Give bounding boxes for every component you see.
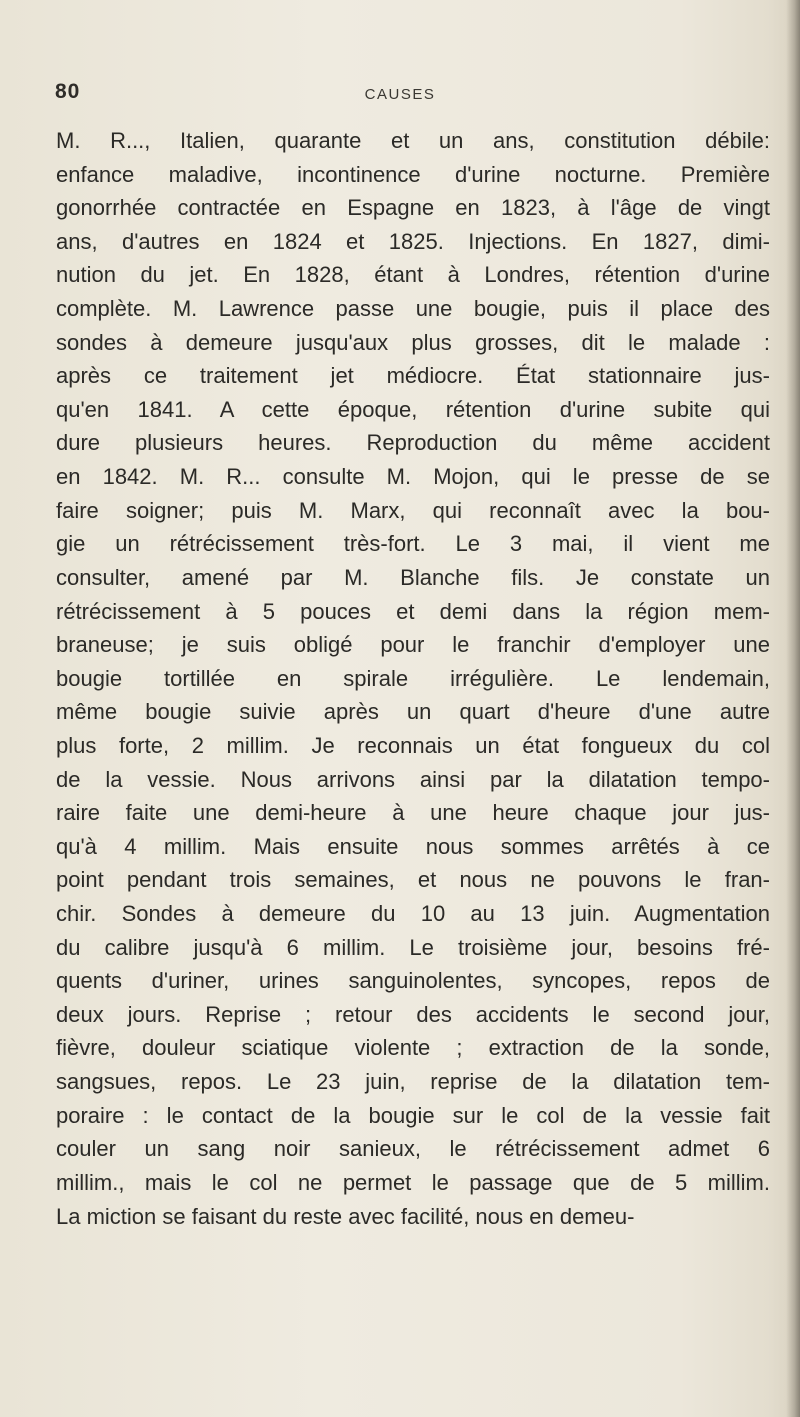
text-line: sangsues, repos. Le 23 juin, reprise de la dilatation tem- (56, 1069, 770, 1095)
text-line: fièvre, douleur sciatique violente ; extraction de la sonde, (56, 1035, 770, 1061)
text-line: de la vessie. Nous arrivons ainsi par la dilatation tempo- (56, 766, 770, 792)
body-text (56, 124, 770, 1233)
text-line: rétrécissement à 5 pouces et demi dans la région mem- (56, 598, 770, 624)
text-line: chir. Sondes à demeure du 10 au 13 juin. Augmentation (56, 901, 770, 927)
text-line: qu'à 4 millim. Mais ensuite nous sommes arrêtés à ce (56, 833, 770, 859)
text-line: nution du jet. En 1828, étant à Londres, rétention d'urine (56, 262, 770, 288)
text-line: deux jours. Reprise ; retour des accidents le second jour, (56, 1001, 770, 1027)
text-line: même bougie suivie après un quart d'heure d'une autre (56, 699, 770, 725)
page-edge-shadow (786, 0, 800, 1417)
text-line: bougie tortillée en spirale irrégulière. Le lendemain, (56, 665, 770, 691)
text-line: sondes à demeure jusqu'aux plus grosses, dit le malade : (56, 329, 770, 355)
text-line: La miction se faisant du reste avec facilité, nous en demeu- (56, 1203, 635, 1229)
text-line: braneuse; je suis obligé pour le franchir d'employer une (56, 632, 770, 658)
text-line: poraire : le contact de la bougie sur le col de la vessie fait (56, 1102, 770, 1128)
text-line: gie un rétrécissement très-fort. Le 3 mai, il vient me (56, 531, 770, 557)
text-line: gonorrhée contractée en Espagne en 1823, à l'âge de vingt (56, 195, 770, 221)
text-line: après ce traitement jet médiocre. État stationnaire jus- (56, 363, 770, 389)
text-line: dure plusieurs heures. Reproduction du même accident (56, 430, 770, 456)
running-title: CAUSES (364, 86, 436, 103)
text-line: qu'en 1841. A cette époque, rétention d'urine subite qui (56, 396, 770, 422)
page-number: 80 (55, 80, 81, 103)
text-line: quents d'uriner, urines sanguinolentes, syncopes, repos de (56, 968, 770, 994)
text-line: faire soigner; puis M. Marx, qui reconnaît avec la bou- (56, 497, 770, 523)
text-line: millim., mais le col ne permet le passage que de 5 millim. (56, 1169, 770, 1195)
text-line: du calibre jusqu'à 6 millim. Le troisième jour, besoins fré- (56, 934, 770, 960)
text-line: complète. M. Lawrence passe une bougie, puis il place des (56, 296, 770, 322)
text-line: plus forte, 2 millim. Je reconnais un état fongueux du col (56, 732, 770, 758)
text-line: M. R..., Italien, quarante et un ans, constitution débile: (56, 128, 770, 153)
text-line: consulter, amené par M. Blanche fils. Je constate un (56, 564, 770, 590)
text-line: enfance maladive, incontinence d'urine nocturne. Première (56, 161, 770, 187)
text-line: couler un sang noir sanieux, le rétrécissement admet 6 (56, 1136, 770, 1162)
text-line: ans, d'autres en 1824 et 1825. Injections. En 1827, dimi- (56, 228, 770, 254)
text-line: en 1842. M. R... consulte M. Mojon, qui le presse de se (56, 464, 770, 490)
text-line: point pendant trois semaines, et nous ne pouvons le fran- (56, 867, 770, 893)
text-line: raire faite une demi-heure à une heure chaque jour jus- (56, 800, 770, 826)
running-head (0, 80, 800, 110)
